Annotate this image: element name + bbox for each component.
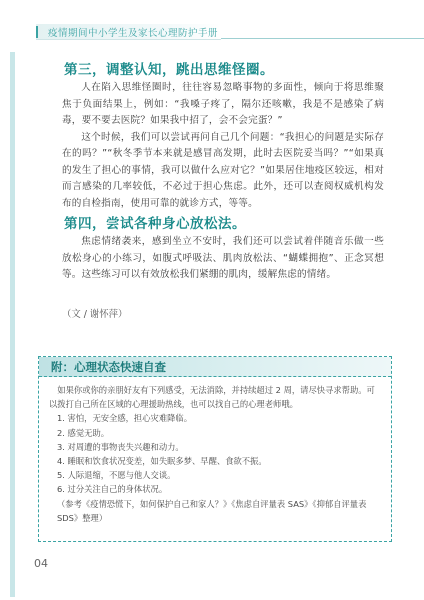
paragraph: 焦虑情绪袭来，感到坐立不安时，我们还可以尝试着伴随音乐做一些放松身心的小练习，如腹式呼吸法、肌肉放松法、“蝴蝶拥抱”、正念冥想等。这些练习可以有效放松我们紧绷的肌肉，缓解焦虑的情绪。 xyxy=(62,236,384,280)
page-number: 04 xyxy=(34,557,48,570)
section-heading-4: 第四，尝试各种身心放松法。 xyxy=(64,216,246,232)
appendix-title: 附：心理状态快速自查 xyxy=(51,360,166,374)
paragraph: 人在陷入思维怪圈时，往往容易忽略事物的多面性，倾向于将思维聚焦于负面结果上，例如：“我嗓子疼了，隔尔还咳嗽，我是不是感染了病毒，要不要去医院？如果我中招了，会不会完蛋？” xyxy=(62,82,384,126)
list-item: 6. 过分关注自己的身体状况。 xyxy=(57,484,168,495)
list-item: 4. 睡眠和饮食状况变差，如失眠多梦、早醒、食欲不振。 xyxy=(57,456,267,467)
appendix-title-bar xyxy=(39,357,391,377)
author-attribution: （文 / 谢怀萍） xyxy=(62,309,128,320)
header-tick xyxy=(36,26,38,38)
appendix-references: （参考《疫情恐慌下，如何保护自己和家人？》《焦虑自评量表 SAS》《抑郁自评量表 SDS》整理） xyxy=(57,498,367,523)
running-title: 疫情期间中小学生及家长心理防护手册 xyxy=(48,28,219,39)
appendix-box xyxy=(38,356,392,542)
header-rule xyxy=(221,38,424,39)
list-item: 1. 害怕，无安全感，担心灾难降临。 xyxy=(57,413,193,424)
section-heading-3: 第三，调整认知，跳出思维怪圈。 xyxy=(64,62,274,78)
list-item: 2. 感觉无助。 xyxy=(57,427,110,438)
section-4-body xyxy=(62,234,384,284)
symptom-list xyxy=(49,411,383,496)
running-header xyxy=(0,24,424,40)
list-item: 5. 人际退缩，不愿与他人交谈。 xyxy=(57,470,176,481)
section-3-body xyxy=(62,80,384,212)
list-item: 3. 对周遭的事物丧失兴趣和动力。 xyxy=(57,441,184,452)
left-margin-bar xyxy=(10,52,15,597)
paragraph: 这个时候，我们可以尝试再问自己几个问题：“我担心的问题是实际存在的吗？”“秋冬季节本来就是感冒高发期，此时去医院妥当吗？”“如果真的发生了担心的事情，我可以做什么应对它？”如果居住地疫区较远，相对而言感染的几率较低，不必过于担心焦虑。此外，还可以查阅权威机构发布的自检指南，使用可靠的就诊方式，等等。 xyxy=(62,131,384,209)
appendix-intro: 如果你或你的亲朋好友有下列感受，无法消除，并持续超过 2 周，请尽快寻求帮助。可以拨打自己所在区域的心理援助热线，也可以找自己的心理老师哦。 xyxy=(49,385,375,410)
appendix-body xyxy=(49,383,383,525)
